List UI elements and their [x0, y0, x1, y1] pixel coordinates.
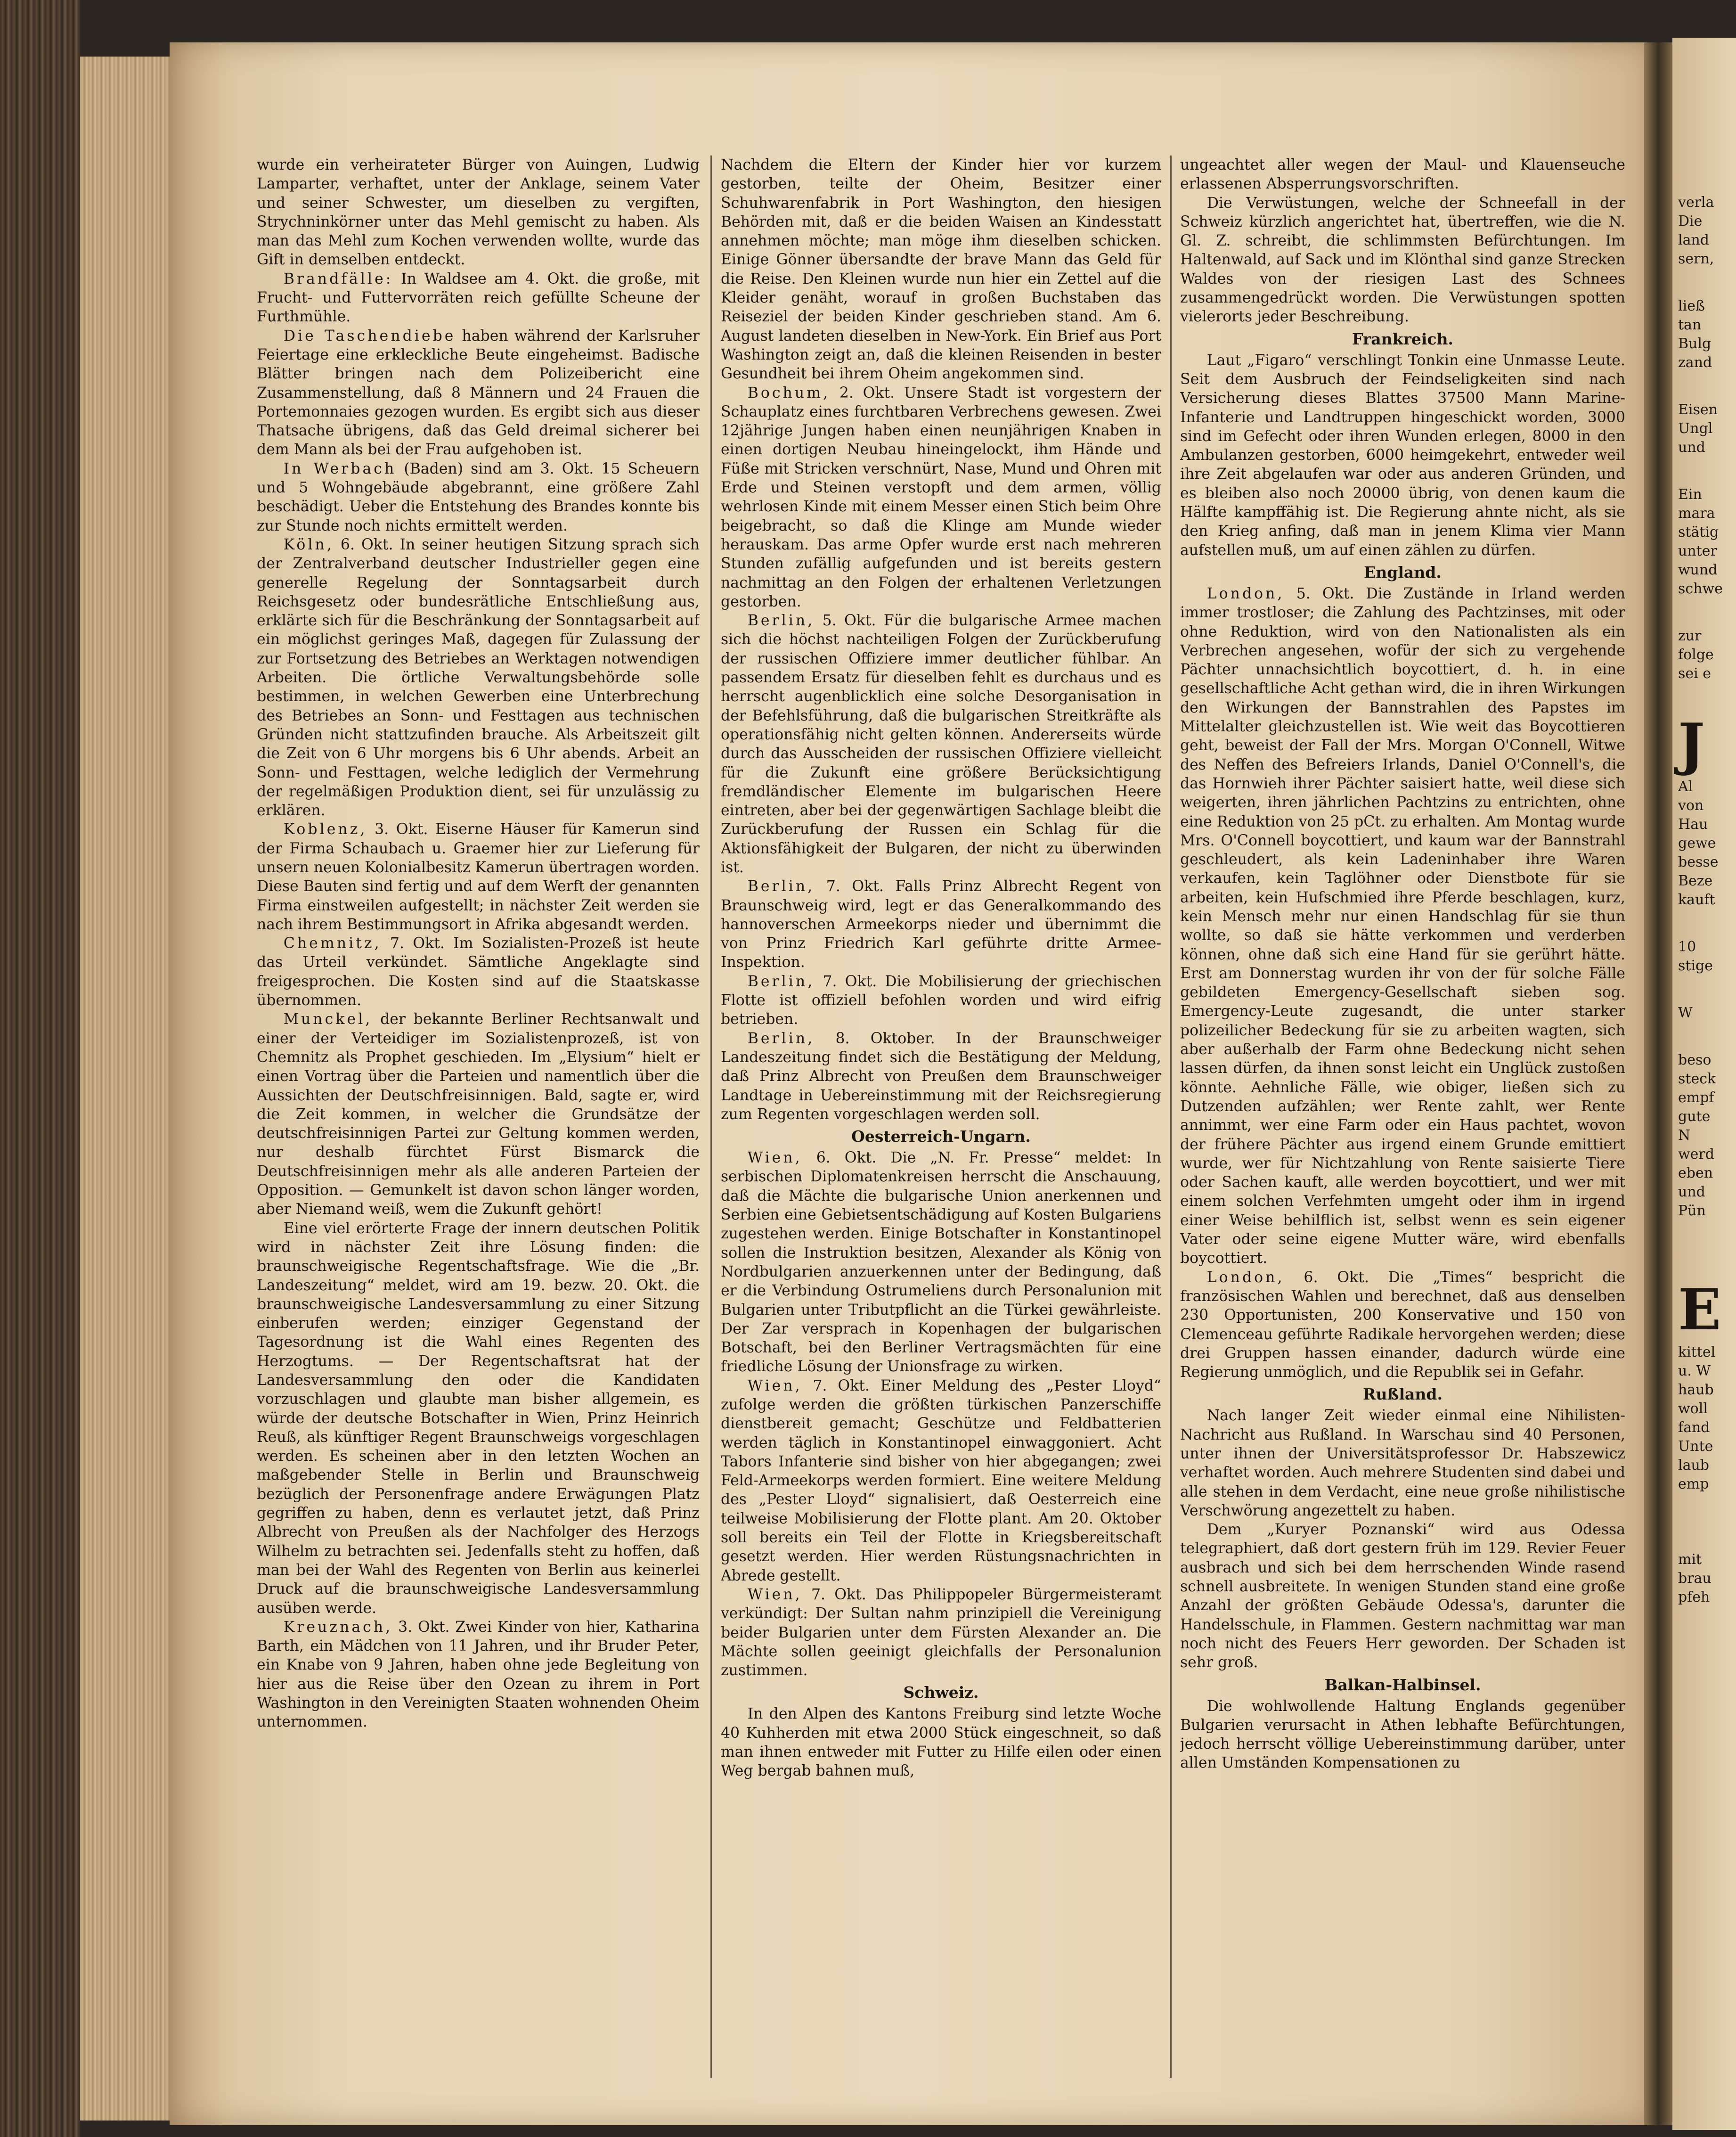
article-paragraph — [1180, 1520, 1625, 1672]
fragment-line: eben — [1678, 1165, 1713, 1181]
fragment-line: und — [1678, 1184, 1705, 1200]
article-paragraph — [257, 327, 700, 459]
dateline: Köln, — [283, 536, 334, 553]
text-column-3 — [1180, 156, 1625, 2083]
fragment-line — [1678, 683, 1723, 712]
fragment-line: sern, — [1678, 251, 1714, 267]
fragment-line: brau — [1678, 1570, 1712, 1587]
dateline: Kreuznach, — [283, 1618, 393, 1636]
paragraph-text: 5. Okt. Für die bulgarische Armee machen sich die höchst nachteiligen Folgen der Zurückberufung der russischen Offiziere immer deutlicher fühlbar. An passendem Ersatz für dieselben fehlt es durchaus und es herrscht augenblicklich eine solche Desorganisation in der Befehlsführung, daß die bulgarischen Streitkräfte als operationsfähig nicht gelten können. Andererseits würde durch das Ausscheiden der russischen Offiziere vielleicht für die Zukunft eine größere Berücksichtigung fremdländischer Elemente im bulgarischen Heere eintreten, aber bei der gegenwärtigen Sachlage bleibt die Zurückberufung der Russen ein Schlag für die Aktionsfähigkeit der Bulgaren, der nicht zu überwinden ist. — [721, 612, 1161, 876]
fragment-line: 10 — [1678, 939, 1696, 955]
dateline: Berlin, — [747, 973, 815, 990]
fragment-line: tan — [1678, 317, 1702, 333]
article-paragraph — [257, 459, 700, 535]
fragment-line: wund — [1678, 562, 1718, 578]
paragraph-text: 7. Okt. Im Sozialisten-Prozeß ist heute das Urteil verkündet. Sämtliche Angeklagte sind freigesprochen. Die Kosten sind auf die Staatskasse übernommen. — [257, 935, 700, 1009]
fragment-line: fand — [1678, 1419, 1710, 1436]
fragment-line: Pün — [1678, 1203, 1706, 1219]
article-paragraph — [721, 1704, 1161, 1780]
article-paragraph — [257, 270, 700, 327]
article-paragraph — [721, 384, 1161, 612]
paragraph-text: 7. Okt. Die Mobilisierung der griechischen Flotte ist offiziell befohlen worden und wird eifrig betrieben. — [721, 973, 1161, 1028]
fragment-line: zand — [1678, 354, 1712, 371]
dateline: Berlin, — [747, 878, 815, 895]
text-column-2 — [721, 156, 1161, 2083]
fragment-line: kauft — [1678, 892, 1715, 908]
paragraph-text: Nachdem die Eltern der Kinder hier vor kurzem gestorben, teilte der Oheim, Besitzer einer Schuhwarenfabrik in Port Washington, den hiesigen Behörden mit, daß er die beiden Waisen an Kindesstatt annehmen möchte; man möge ihm dieselben schicken. Einige Gönner übersandte der brave Mann das Geld für die Reise. Den Kleinen wurde nun hier ein Zettel auf die Kleider genäht, worauf in großen Buchstaben das Reiseziel der beiden Kinder geschrieben stand. Am 6. August landeten dieselben in New-York. Ein Brief aus Port Washington zeigt an, daß die kleinen Reisenden in bester Gesundheit bei ihrem Oheim angekommen sind. — [721, 156, 1161, 383]
fragment-line: Unte — [1678, 1438, 1713, 1455]
fragment-line: schwe — [1678, 581, 1723, 597]
paragraph-text: (Baden) sind am 3. Okt. 15 Scheuern und 5 Wohngebäude abgebrannt, eine größere Zahl beschädigt. Ueber die Entstehung des Brandes konnte bis zur Stunde noch nichts ermittelt werden. — [257, 460, 700, 534]
paragraph-text: Laut „Figaro“ verschlingt Tonkin eine Unmasse Leute. Seit dem Ausbruch der Feindseligkeiten sind nach Versicherung dieses Blattes 37500 Mann Marine-Infanterie und Landtruppen hingeschickt worden, 3000 sind im Gefecht oder ihren Wunden erlegen, 8000 in den Ambulanzen gestorben, 6000 heimgekehrt, entweder weil ihre Zeit abgelaufen war oder aus anderen Gründen, und es bleiben also noch 20000 übrig, von denen kaum die Hälfte kampffähig ist. Die Regierung ahnte nicht, als sie den Krieg anfing, daß man in jenem Klima vier Mann aufstellen muß, um auf einen zählen zu dürfen. — [1180, 352, 1625, 559]
fragment-line — [1678, 1249, 1723, 1277]
article-paragraph — [257, 535, 700, 820]
fragment-line — [1678, 1220, 1723, 1249]
text-column-1 — [257, 156, 700, 2083]
paragraph-text: 7. Okt. Einer Meldung des „Pester Lloyd“ zufolge werden die größten türkischen Panzerschiffe dienstbereit gemacht; Geschütze und Feldbatterien werden täglich in Konstantinopel einwaggoniert. Acht Tabors Infanterie sind bisher von hier abgegangen; zwei Feld-Armeekorps werden formiert. Eine weitere Meldung des „Pester Lloyd“ signalisiert, daß Oesterreich eine teilweise Mobilisierung der Flotte plant. Am 20. Oktober soll bereits ein Teil der Flotte in Kriegsbereitschaft gesetzt werden. Hier werden Rüstungsnachrichten in Abrede gestellt. — [721, 1377, 1161, 1584]
dateline: Berlin, — [747, 1030, 815, 1047]
paragraph-text: In Waldsee am 4. Okt. die große, mit Frucht- und Futtervorräten reich gefüllte Scheune der Furthmühle. — [257, 270, 700, 326]
dateline: Brandfälle: — [283, 270, 393, 287]
fragment-line: empf — [1678, 1089, 1714, 1106]
fragment-line: mara — [1678, 505, 1715, 522]
paragraph-text: 2. Okt. Unsere Stadt ist vorgestern der Schauplatz eines furchtbaren Verbrechens gewesen. Zwei 12jährige Jungen haben einen neunjährigen Knaben in einen dortigen Neubau hineingelockt, ihm Hände und Füße mit Stricken verschnürt, Nase, Mund und Ohren mit Erde und Steinen verstopft und dem armen, völlig wehrlosen Kinde mit einem Messer einen Stich beim Ohre beigebracht, so daß die Klinge am Munde wieder herauskam. Das arme Opfer wurde erst nach mehreren Stunden zufällig aufgefunden und ist bereits gestern nachmittag an den Folgen der erhaltenen Verletzungen gestorben. — [721, 384, 1161, 610]
fragment-line — [1678, 975, 1723, 1004]
article-paragraph — [1180, 1268, 1625, 1382]
dateline: Wien, — [747, 1377, 802, 1394]
section-heading: Rußland. — [1363, 1385, 1443, 1404]
fragment-line: Bulg — [1678, 336, 1712, 352]
paragraph-text: Dem „Kuryer Poznanski“ wird aus Odessa telegraphiert, daß dort gestern früh im 129. Revier Feuer ausbrach und sich bei dem herrschenden Winde rasend schnell ausbreitete. In wenigen Stunden stand eine große Anzahl der größten Gebäude Odessa's, darunter die Handelsschule, in Flammen. Gestern nachmittag war man noch nicht des Feuers Herr geworden. Der Schaden ist sehr groß. — [1180, 1521, 1625, 1671]
fragment-line: verla — [1678, 194, 1714, 211]
page-stack — [80, 57, 170, 2121]
fragment-line: land — [1678, 232, 1710, 248]
article-paragraph — [721, 611, 1161, 877]
fragment-line — [1678, 1494, 1723, 1522]
paragraph-text: 6. Okt. In seiner heutigen Sitzung sprach sich der Zentralverband deutscher Industrieller gegen eine generelle Regelung der Sonntagsarbeit durch Reichsgesetz oder bundesrätliche Entschließung aus, erklärte sich für die Beschränkung der Sonntagsarbeit auf ein möglichst geringes Maß, dagegen für Zulassung der zur Fortsetzung des Betriebes an Werktagen notwendigen Arbeiten. Die örtliche Verwaltungsbehörde solle bestimmen, in welchen Gewerben eine Unterbrechung des Betriebes an Sonn- und Festtagen aus technischen Gründen nicht stattzufinden brauche. Als Arbeitszeit gilt die Zeit von 6 Uhr morgens bis 6 Uhr abends. Arbeit an Sonn- und Festtagen, welche lediglich der Vermehrung der regelmäßigen Produktion dient, sei für unzulässig zu erklären. — [257, 536, 700, 819]
dateline: In Werbach — [283, 460, 397, 477]
fragment-line: N — [1678, 1127, 1691, 1144]
fragment-line: Ein — [1678, 486, 1702, 503]
book-gutter — [1644, 42, 1672, 2125]
section-heading: Oesterreich-Ungarn. — [851, 1127, 1031, 1146]
paragraph-text: haben während der Karlsruher Feiertage eine erkleckliche Beute eingeheimst. Badische Blätter bringen nach dem Polizeibericht eine Zusammenstellung, daß 8 Männern und 24 Frauen die Portemonnaies gezogen wurden. Es ergibt sich aus dieser Thatsache übrigens, daß das Geld dreimal sicherer bei dem Mann als bei der Frau aufgehoben ist. — [257, 327, 700, 459]
article-paragraph — [1180, 1406, 1625, 1520]
fragment-line — [1678, 269, 1723, 297]
article-paragraph — [1180, 584, 1625, 1268]
article-paragraph — [257, 1618, 700, 1732]
paragraph-text: 6. Okt. Die „Times“ bespricht die französischen Wahlen und berechnet, daß aus denselben 230 Opportunisten, 200 Konservative und 150 von Clemenceau geführte Radikale hervorgehen werden; diese drei Gruppen hassen einander, dadurch würde eine Regierung unmöglich, und die Republik sei in Gefahr. — [1180, 1269, 1625, 1381]
paragraph-text: Eine viel erörterte Frage der innern deutschen Politik wird in nächster Zeit ihre Lösung finden: die braunschweigische Regentschaftsfrage. Wie die „Br. Landeszeitung“ meldet, wird am 19. bezw. 20. Okt. die braunschweigische Landesversammlung zu einer Sitzung einberufen werden; einziger Gegenstand der Tagesordnung ist die Wahl eines Regenten des Herzogtums. — Der Regentschaftsrat hat der Landesversammlung den oder die Kandidaten vorzuschlagen und glaubte man bisher allgemein, es würde der deutsche Botschafter in Wien, Prinz Heinrich Reuß, als künftiger Regent Braunschweigs vorgeschlagen werden. Es scheinen aber in den letzten Wochen an maßgebender Stelle in Berlin und Braunschweig bezüglich der Personenfrage andere Erwägungen Platz gegriffen zu haben, denn es verlautet jetzt, daß Prinz Albrecht von Preußen als der Nachfolger des Herzogs Wilhelm zu betrachten sei. Jedenfalls steht zu hoffen, daß man bei der Wahl des Regenten von Berlin aus keinerlei Druck auf die braunschweigische Landesversammlung ausüben werde. — [257, 1220, 700, 1617]
fragment-line: u. W — [1678, 1363, 1711, 1379]
article-paragraph — [1180, 156, 1625, 194]
fragment-line: stige — [1678, 958, 1713, 974]
article-paragraph — [721, 1029, 1161, 1124]
section-heading: Frankreich. — [1352, 329, 1453, 348]
fragment-line: emp — [1678, 1476, 1709, 1492]
fragment-line: E — [1678, 1277, 1721, 1343]
fragment-line: besse — [1678, 854, 1719, 870]
section-heading: Balkan-Halbinsel. — [1324, 1675, 1481, 1694]
fragment-line: Beze — [1678, 873, 1713, 889]
dateline: London, — [1206, 585, 1285, 602]
article-paragraph — [721, 1148, 1161, 1376]
paragraph-text: wurde ein verheirateter Bürger von Auingen, Ludwig Lamparter, verhaftet, unter der Anklage, seinem Vater und seiner Schwester, um dieselben zu vergiften, Strychninkörner unter das Mehl gemischt zu haben. Als man das Mehl zum Kochen verwenden wollte, wurde das Gift in demselben entdeckt. — [257, 156, 700, 269]
paragraph-text: der bekannte Berliner Rechtsanwalt und einer der Verteidiger im Sozialistenprozeß, ist von Chemnitz als Prophet geschieden. Im „Elysium“ hielt er einen Vortrag über die Parteien und namentlich über die Aussichten der Deutschfreisinnigen. Bald, sagte er, wird die Zeit kommen, in welcher die Grundsätze der deutschfreisinnigen Partei zur Geltung kommen werden, nur deshalb fürchtet Fürst Bismarck die Deutschfreisinnigen mehr als alle anderen Parteien der Opposition. — Gemunkelt ist davon schon länger worden, aber Niemand weiß, wem die Zukunft gehört! — [257, 1011, 700, 1218]
dateline: Koblenz, — [283, 821, 367, 838]
paragraph-text: 3. Okt. Zwei Kinder von hier, Katharina Barth, ein Mädchen von 11 Jahren, und ihr Bruder Peter, ein Knabe von 9 Jahren, haben ohne jede Begleitung von hier aus die Reise über den Ozean zu ihrem in Port Washington in den Vereinigten Staaten wohnenden Oheim unternommen. — [257, 1618, 700, 1731]
article-paragraph — [1180, 194, 1625, 327]
section-heading: England. — [1364, 563, 1442, 581]
fragment-line: werd — [1678, 1146, 1714, 1163]
fragment-line: Hau — [1678, 816, 1708, 833]
article-paragraph — [257, 1219, 700, 1618]
article-paragraph — [721, 156, 1161, 384]
fragment-line: Die — [1678, 213, 1703, 229]
paragraph-text: 7. Okt. Das Philippopeler Bürgermeisteramt verkündigt: Der Sultan nahm prinzipiell die Vereinigung beider Bulgarien unter dem Fürsten Alexander an. Die Mächte sollen geeinigt gleichfalls der Personalunion zustimmen. — [721, 1586, 1161, 1679]
fragment-line: pfeh — [1678, 1589, 1710, 1605]
article-paragraph — [721, 1376, 1161, 1585]
dateline: Wien, — [747, 1149, 802, 1167]
fragment-line: gewe — [1678, 835, 1716, 852]
dateline: London, — [1206, 1269, 1285, 1286]
dateline: Die Taschendiebe — [283, 327, 456, 344]
fragment-line: stätig — [1678, 524, 1719, 540]
book-edge — [0, 0, 80, 2137]
article-paragraph — [1180, 1697, 1625, 1773]
paragraph-text: Nach langer Zeit wieder einmal eine Nihilisten-Nachricht aus Rußland. In Warschau sind 40 Personen, unter ihnen der Universitätsprofessor Dr. Habszewicz verhaftet worden. Auch mehrere Studenten sind dabei und alle stehen in dem Verdacht, eine neue große nihilistische Verschwörung angezettelt zu haben. — [1180, 1407, 1625, 1519]
fragment-line: woll — [1678, 1400, 1708, 1417]
fragment-line: folge — [1678, 647, 1714, 663]
article-paragraph — [257, 934, 700, 1010]
dateline: Munckel, — [283, 1011, 373, 1028]
article-paragraph — [721, 877, 1161, 972]
fragment-line: Ungl — [1678, 420, 1713, 437]
article-paragraph — [721, 972, 1161, 1029]
fragment-line: zur — [1678, 628, 1702, 644]
fragment-line: und — [1678, 439, 1705, 456]
dateline: Wien, — [747, 1586, 802, 1603]
fragment-line: ließ — [1678, 298, 1705, 314]
fragment-line: Al — [1678, 778, 1693, 795]
section-heading: Schweiz. — [903, 1683, 979, 1702]
paragraph-text: 7. Okt. Falls Prinz Albrecht Regent von Braunschweig wird, legt er das Generalkommando des hannoverschen Armeekorps nieder und übernimmt die von Prinz Friedrich Karl geführte dritte Armee-Inspektion. — [721, 878, 1161, 971]
paragraph-text: ungeachtet aller wegen der Maul- und Klauenseuche erlassenen Absperrungsvorschriften. — [1180, 156, 1625, 193]
dateline: Berlin, — [747, 612, 815, 630]
fragment-line: haub — [1678, 1382, 1714, 1398]
paragraph-text: Die wohlwollende Haltung Englands gegenüber Bulgarien verursacht in Athen lebhafte Befürchtungen, jedoch herrscht völlige Uebereinstimmung darüber, unter allen Umständen Kompensationen zu — [1180, 1697, 1625, 1772]
fragment-line: laub — [1678, 1457, 1710, 1474]
article-paragraph — [257, 820, 700, 934]
article-paragraph — [257, 156, 700, 270]
column-rule-right — [1170, 156, 1172, 2078]
fragment-line: kittel — [1678, 1344, 1716, 1360]
paragraph-text: 5. Okt. Die Zustände in Irland werden immer trostloser; die Zahlung des Pachtzinses, mit oder ohne Reduktion, wird von den Nationalisten als ein Verbrechen angesehen, wofür der sich zu vergehende Pächter unnachsichtlich boycottiert, d. h. in eine gesellschaftliche Acht gethan wird, die in ihren Wirkungen den Wirkungen der Bannstrahlen des Papstes im Mittelalter gleichzustellen ist. Wie weit das Boycottieren geht, beweist der Fall der Mrs. Morgan O'Connell, Witwe des Neffen des Befreiers Irlands, Daniel O'Connell's, die das Hornwieh ihrer Pächter saisiert hatte, weil diese sich weigerten, ihren jährlichen Pachtzins zu entrichten, ohne eine Reduktion von 25 pCt. zu erhalten. Am Montag wurde Mrs. O'Connell boycottiert, und kaum war der Bannstrahl geschleudert, als kein Ladeninhaber ihre Waren verkaufen, kein Taglöhner oder Dienstbote für sie arbeiten, kein Hufschmied ihre Pferde beschlagen, kurz, kein Mensch mehr nur einen Handschlag für sie thun wollte, so daß sie hätte verkommen und verderben können, ohne daß sich eine Hand für sie gerührt hätte. Erst am Donnerstag wurden ihr von der für solche Fälle gebildeten Emergency-Gesellschaft sieben sog. Emergency-Leute zugesandt, die unter starker polizeilicher Bedeckung für sie zu arbeiten wagten, sich aber außerhalb der Farm ohne Bedeckung nicht sehen lassen dürfen, da ihnen sonst leicht ein Unglück zustoßen könnte. Aehnliche Fälle, wie obiger, ließen sich zu Dutzenden aufzählen; wer Rente zahlt, wer Rente annimmt, wer eine Farm oder ein Haus pachtet, wovon der frühere Pächter aus irgend einem Grunde emittiert wurde, wer für Nichtzahlung von Rente saisierte Tiere oder Sachen kauft, alle werden boycottiert, und wer mit einem solchen Verfehmten umgeht oder ihm in irgend einer Weise behilflich ist, selbst wenn es sein eigener Vater oder seine eigene Mutter wäre, wird ebenfalls boycottiert. — [1180, 585, 1625, 1267]
fragment-line: steck — [1678, 1071, 1716, 1087]
fragment-line: Eisen — [1678, 401, 1718, 418]
fragment-line: gute — [1678, 1108, 1711, 1125]
paragraph-text: Die Verwüstungen, welche der Schneefall in der Schweiz kürzlich angerichtet hat, übertreffen, wie die N. Gl. Z. schreibt, die schlimmsten Befürchtungen. Im Haltenwald, auf Sack und im Klönthal sind ganze Strecken Waldes von der riesigen Last des Schnees zusammengedrückt worden. Die Verwüstungen spotten vielerorts jeder Beschreibung. — [1180, 194, 1625, 326]
fragment-line — [1678, 1023, 1723, 1051]
paragraph-text: 3. Okt. Eiserne Häuser für Kamerun sind der Firma Schaubach u. Graemer hier zur Lieferung für unsern neuen Kolonialbesitz Kamerun übertragen worden. Diese Bauten sind fertig und auf dem Werft der genannten Firma einstweilen aufgestellt; in nächster Zeit werden sie nach ihrem Bestimmungsort in Afrika abgesandt werden. — [257, 821, 700, 933]
next-page-edge — [1672, 38, 1736, 2130]
paragraph-text: 6. Okt. Die „N. Fr. Presse“ meldet: In serbischen Diplomatenkreisen herrscht die Anschauung, daß die Mächte die bulgarische Union anerkennen und Serbien eine Gebietsentschädigung auf Kosten Bulgariens zugestehen werden. Einige Botschafter in Konstantinopel sollen die Instruktion besitzen, Alexander als König von Nordbulgarien anzuerkennen unter der Bedingung, daß er die Verbindung Ostrumeliens durch Personalunion mit Bulgarien unter Tributpflicht an die Türkei gewährleiste. Der Zar versprach in Kopenhagen der bulgarischen Botschaft, bei den Berliner Vertragsmächten für eine friedliche Lösung der Unionsfrage zu wirken. — [721, 1149, 1161, 1376]
fragment-line: beso — [1678, 1052, 1712, 1068]
fragment-line — [1678, 372, 1723, 401]
fragment-line — [1678, 598, 1723, 627]
fragment-line: J — [1678, 711, 1705, 778]
fragment-line — [1678, 909, 1723, 938]
article-paragraph — [1180, 351, 1625, 560]
column-rule-left — [710, 156, 712, 2078]
fragment-line: unter — [1678, 543, 1717, 559]
fragment-line — [1678, 1522, 1723, 1550]
dateline: Chemnitz, — [283, 935, 382, 952]
fragment-line: W — [1678, 1005, 1693, 1021]
fragment-line — [1678, 457, 1723, 485]
fragment-line: von — [1678, 797, 1704, 814]
fragment-line: sei e — [1678, 665, 1712, 682]
next-page-fragments — [1672, 193, 1723, 1607]
paragraph-text: 8. Oktober. In der Braunschweiger Landeszeitung findet sich die Bestätigung der Meldung, daß Prinz Albrecht von Preußen dem Braunschweiger Landtage in Uebereinstimmung mit der Reichsregierung zum Regenten vorgeschlagen werden soll. — [721, 1030, 1161, 1123]
article-paragraph — [721, 1585, 1161, 1680]
article-paragraph — [257, 1010, 700, 1219]
paragraph-text: In den Alpen des Kantons Freiburg sind letzte Woche 40 Kuhherden mit etwa 2000 Stück eingeschneit, so daß man ihnen entweder mit Futter zu Hilfe eilen oder einen Weg bergab bahnen muß, — [721, 1705, 1161, 1780]
dateline: Bochum, — [747, 384, 831, 401]
fragment-line: mit — [1678, 1551, 1702, 1568]
